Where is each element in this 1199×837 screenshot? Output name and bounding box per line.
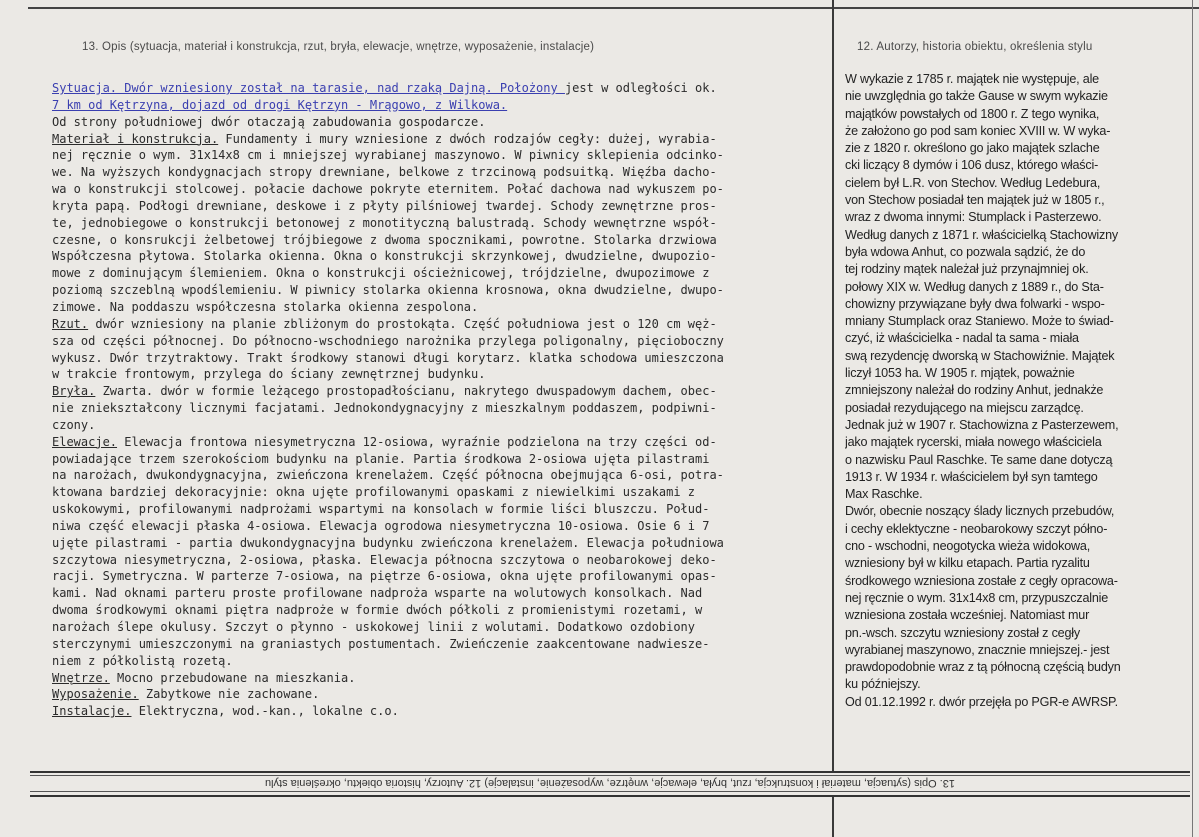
line-text: czesne, o konsrukcji żelbetowej trójbiegowe z dwoma spocznikami, powrotne. Stolarka drzwiowa — [52, 232, 717, 247]
line-text: we. Na wyższych kondygnacjach stropy drewniane, belkowe z trzcinową podsuitką. Więźba dacho- — [52, 165, 717, 180]
description-line — [52, 232, 832, 249]
line-text: kryta papą. Podłogi drewniane, deskowe i z płyty pilśniowej twardej. Schody zewnętrzne pros- — [52, 198, 717, 213]
mirrored-header-text: 13. Opis (sytuacja, materiał i konstrukcja, rzut, bryła, elewacje, wnętrze, wyposażenie, instalacje) 12. Autorzy, historia obiektu, określenia stylu — [30, 777, 1190, 789]
section-label: Wnętrze. — [52, 670, 110, 685]
description-line — [52, 619, 832, 636]
description-line — [52, 653, 832, 670]
highlighted-text: 7 km od Kętrzyna, dojazd od drogi Kętrzyn - Mrągowo, z Wilkowa. — [52, 97, 508, 112]
line-text: w trakcie frontowym, przylega do ściany zewnętrznej budynku. — [52, 367, 486, 382]
line-text: Mocno przebudowane na mieszkania. — [109, 670, 356, 685]
line-text: sza od części północnej. Do północno-wschodniego narożnika przylega poligonalny, pięcioboczny — [52, 333, 724, 348]
line-text: nej ręcznie o wym. 31x14x8 cm i mniejszej wyrabianej maszynowo. W piwnicy sklepienia odcinko- — [52, 148, 724, 163]
history-line: ku późniejszy. — [845, 677, 921, 692]
line-text: kami. Nad oknami parteru proste profilowane nadproża wsparte na wolutowych konsolkach. Nad — [52, 586, 703, 601]
section-label: Elewacje. — [52, 434, 118, 449]
description-line — [52, 299, 832, 316]
line-text: szczytowa niesymetryczna, 2-osiowa, płaska. Elewacja północna szczytowa o neobarokowej deko- — [52, 552, 717, 567]
section-label: Wyposażenie. — [52, 687, 139, 702]
line-text: na narożach, dwukondygnacyjna, zwieńczona krenelażem. Część północna obejmująca 6-osi, potra- — [52, 468, 724, 483]
history-line: von Stechow posiadał ten majątek już w 1805 r., — [845, 193, 1105, 208]
history-line: swą rezydencję dworską w Stachowiźnie. Majątek — [845, 348, 1115, 363]
description-line — [52, 400, 832, 417]
description-line — [52, 451, 832, 468]
history-line: prawdopodobnie wraz z tą północną częścią budyn — [845, 660, 1121, 675]
history-line: zmniejszony należał do rodziny Anhut, jednakże — [845, 383, 1104, 398]
description-line — [52, 181, 832, 198]
description-line — [52, 602, 832, 619]
highlighted-text: Sytuacja. Dwór wzniesiony został na tarasie, nad rzaką Dajną. Położony — [52, 81, 565, 95]
history-line: posiadał rezydującego na miejscu zarządcę. — [845, 400, 1084, 415]
line-text: niwa część elewacji płaska 4-osiowa. Elewacja ogrodowa niesymetryczna 10-osiowa. Osie 6 i 7 — [52, 518, 710, 533]
history-line: nie uwzględnia go także Gause w swym wykazie — [845, 89, 1108, 104]
description-line — [52, 265, 832, 282]
line-text: Od strony południowej dwór otaczają zabudowania gospodarcze. — [52, 114, 486, 129]
line-text: narożach ślepe okulusy. Szczyt o płynno - uskokowej linii z wolutami. Dodatkowo ozdobiony — [52, 620, 695, 634]
description-line — [52, 585, 832, 602]
line-text: jest w odległości ok. — [564, 81, 717, 95]
history-line: połowy XIX w. Według danych z 1889 r., do Sta- — [845, 279, 1104, 294]
section-13-heading: 13. Opis (sytuacja, materiał i konstrukcja, rzut, bryła, elewacje, wnętrze, wyposażenie, instalacje) — [82, 41, 595, 53]
line-text: zimowe. Na poddaszu współczesna stolarka okienna zespolona. — [52, 299, 479, 314]
history-line: i cechy eklektyczne - neobarokowy szczyt półno- — [845, 521, 1108, 536]
description-line — [52, 215, 832, 232]
history-line: czyć, iż właścicielka - nadal ta sama - miała — [845, 331, 1079, 346]
history-line: że założono go pod sam koniec XVIII w. W wyka- — [845, 123, 1111, 138]
history-line: 1913 r. W 1934 r. właścicielem był syn tamtego — [845, 469, 1098, 484]
history-line: cielem był L.R. von Stechov. Według Ledebura, — [845, 175, 1101, 190]
history-line: wraz z dwoma innymi: Stumplack i Pasterzewo. — [845, 210, 1102, 225]
history-line: W wykazie z 1785 r. majątek nie występuje, ale — [845, 72, 1099, 86]
description-line — [52, 686, 832, 703]
history-line: cki liczący 8 dymów i 106 dusz, którego właści- — [845, 158, 1099, 173]
description-line — [52, 383, 832, 400]
line-text: uskokowymi, profilowanymi nadprożami wspartymi na konsolach w formie liści bluszczu. Połud- — [52, 502, 710, 517]
line-text: Elektryczna, wod.-kan., lokalne c.o. — [131, 704, 399, 719]
description-text — [52, 80, 832, 720]
history-line: nej ręcznie o wym. 31x14x8 cm, przypuszczalnie — [845, 590, 1109, 605]
history-line: o nazwisku Paul Raschke. Te same dane dotyczą — [845, 452, 1113, 467]
description-line — [52, 316, 832, 333]
history-line: środkowego wzniesiona zostałe z cegły opracowa- — [845, 573, 1118, 588]
description-line — [52, 636, 832, 653]
line-text: te, jednobiegowe o konstrukcji betonowej z monotityczną balustradą. Schody wewnętrzne współ- — [52, 215, 717, 230]
line-text: mowe z dominującym ślemieniem. Okna o konstrukcji ościeżnicowej, trójdzielne, dwupozimowe z — [52, 266, 710, 281]
bottom-striped-band — [30, 771, 1190, 797]
description-line — [52, 501, 832, 518]
history-line: mniany Stumplack oraz Staniewo. Może to świad- — [845, 314, 1114, 329]
history-line: Jednak już w 1907 r. Stachowizna z Pasterzewem, — [845, 417, 1119, 432]
description-line — [52, 164, 832, 181]
section-label: Bryła. — [52, 384, 96, 399]
line-text: ujęte pilastrami - partia dwukondygnacyjna budynku zwieńczona krenelażem. Elewacja południowa — [52, 535, 724, 550]
description-line — [52, 248, 832, 265]
history-line: chowizny przywiązane były dwa folwarki - wspo- — [845, 296, 1105, 311]
description-line — [52, 147, 832, 164]
description-line — [52, 97, 832, 114]
line-text: nie zniekształcony licznymi facjatami. Jednokondygnacyjny z mieszkalnym poddaszem, podpiwni- — [52, 401, 717, 416]
description-line — [52, 552, 832, 569]
column-divider — [832, 0, 834, 837]
line-text: Fundamenty i mury wzniesione z dwóch rodzajów cegły: dużej, wyrabia- — [218, 131, 717, 146]
description-line — [52, 703, 832, 720]
description-line — [52, 80, 832, 97]
history-line: wzniesiony był w kilku etapach. Partia ryzalitu — [845, 556, 1090, 571]
line-text: wykusz. Dwór trzytraktowy. Trakt środkowy stanowi długi korytarz. klatka schodowa umieszczona — [52, 350, 724, 365]
description-line — [52, 350, 832, 367]
line-text: powiadające trzem szerokościom budynku na planie. Partia środkowa 2-osiowa ujęta pilastrami — [52, 451, 710, 466]
history-line: pn.-wsch. szczytu wzniesiony został z cegły — [845, 625, 1080, 640]
history-line: wzniesiona została wcześniej. Natomiast mur — [845, 608, 1090, 623]
line-text: Zabytkowe nie zachowane. — [138, 687, 320, 702]
line-text: racji. Symetryczna. W parterze 7-osiowa, na piętrze 6-osiowa, okna ujęte profilowanymi opas- — [52, 569, 717, 584]
description-line — [52, 282, 832, 299]
description-line — [52, 333, 832, 350]
description-line — [52, 114, 832, 131]
history-line: Max Raschke. — [845, 487, 923, 502]
line-text: niem z półkolistą rozetą. — [52, 653, 233, 668]
description-line — [52, 198, 832, 215]
line-text: poziomą szczeblną wpodślemieniu. W piwnicy stolarka okienna krosnowa, okna dwudzielne, dwupo- — [52, 283, 724, 298]
top-rule — [28, 7, 1199, 9]
line-text: czony. — [52, 417, 96, 432]
description-line — [52, 484, 832, 501]
description-line — [52, 417, 832, 434]
line-text: dwoma środkowymi oknami piętra nadproże w formie dwóch półkoli z promienistymi rozetami, w — [52, 603, 703, 618]
section-12-heading: 12. Autorzy, historia obiektu, określenia stylu — [857, 41, 1093, 53]
history-line: Od 01.12.1992 r. dwór przejęła po PGR-e AWRSP. — [845, 694, 1118, 709]
line-text: Elewacja frontowa niesymetryczna 12-osiowa, wyraźnie podzielona na trzy części od- — [117, 434, 717, 449]
history-line: liczył 1053 ha. W 1905 r. mjątek, poważnie — [845, 366, 1075, 381]
history-line: tej rodziny mątek należał już przynajmniej ok. — [845, 262, 1089, 277]
line-text: ktowana bardziej dekoracyjnie: okna ujęte profilowanymi opaskami z niewielkimi uszakami z — [52, 485, 695, 500]
history-line: cno - wschodni, neogotycka wieża widokowa, — [845, 539, 1091, 554]
line-text: dwór wzniesiony na planie zbliżonym do prostokąta. Część południowa jest o 120 cm węż- — [88, 316, 717, 331]
history-text — [845, 71, 1195, 711]
line-text: Współczesna płytowa. Stolarka okienna. Okna o konstrukcji skrzynkowej, dwudzielne, dwupozio- — [52, 249, 717, 264]
description-line — [52, 366, 832, 383]
description-line — [52, 568, 832, 585]
line-text: wa o konstrukcji stolcowej. połacie dachowe pokryte eternitem. Połać dachowa nad wykuszem po- — [52, 182, 724, 197]
history-line: zie z 1820 r. określono go jako majątek szlache — [845, 141, 1100, 156]
description-line — [52, 535, 832, 552]
history-line: majątków powstałych od 1800 r. Z tego wynika, — [845, 106, 1100, 121]
history-line: była wdowa Anhut, co pozwala sądzić, że do — [845, 244, 1086, 259]
description-line — [52, 131, 832, 148]
section-label: Rzut. — [52, 316, 89, 331]
description-line — [52, 467, 832, 484]
history-line: wyrabianej maszynowo, znacznie mniejszej.- jest — [845, 642, 1110, 657]
section-label: Instalacje. — [52, 704, 132, 719]
history-line: Według danych z 1871 r. właścicielką Stachowizny — [845, 227, 1118, 242]
line-text: Zwarta. dwór w formie leżącego prostopadłościanu, nakrytego dwuspadowym dachem, obec- — [95, 384, 717, 399]
history-line: jako majątek rycerski, miała nowego właściciela — [845, 435, 1102, 450]
description-line — [52, 434, 832, 451]
description-line — [52, 518, 832, 535]
history-line: Dwór, obecnie noszący ślady licznych przebudów, — [845, 504, 1115, 519]
line-text: sterczynymi umieszczonymi na graniastych postumentach. Zwieńczenie zaakcentowane nadwiesze- — [52, 636, 710, 651]
description-line — [52, 670, 832, 687]
section-label: Materiał i konstrukcja. — [52, 131, 219, 146]
